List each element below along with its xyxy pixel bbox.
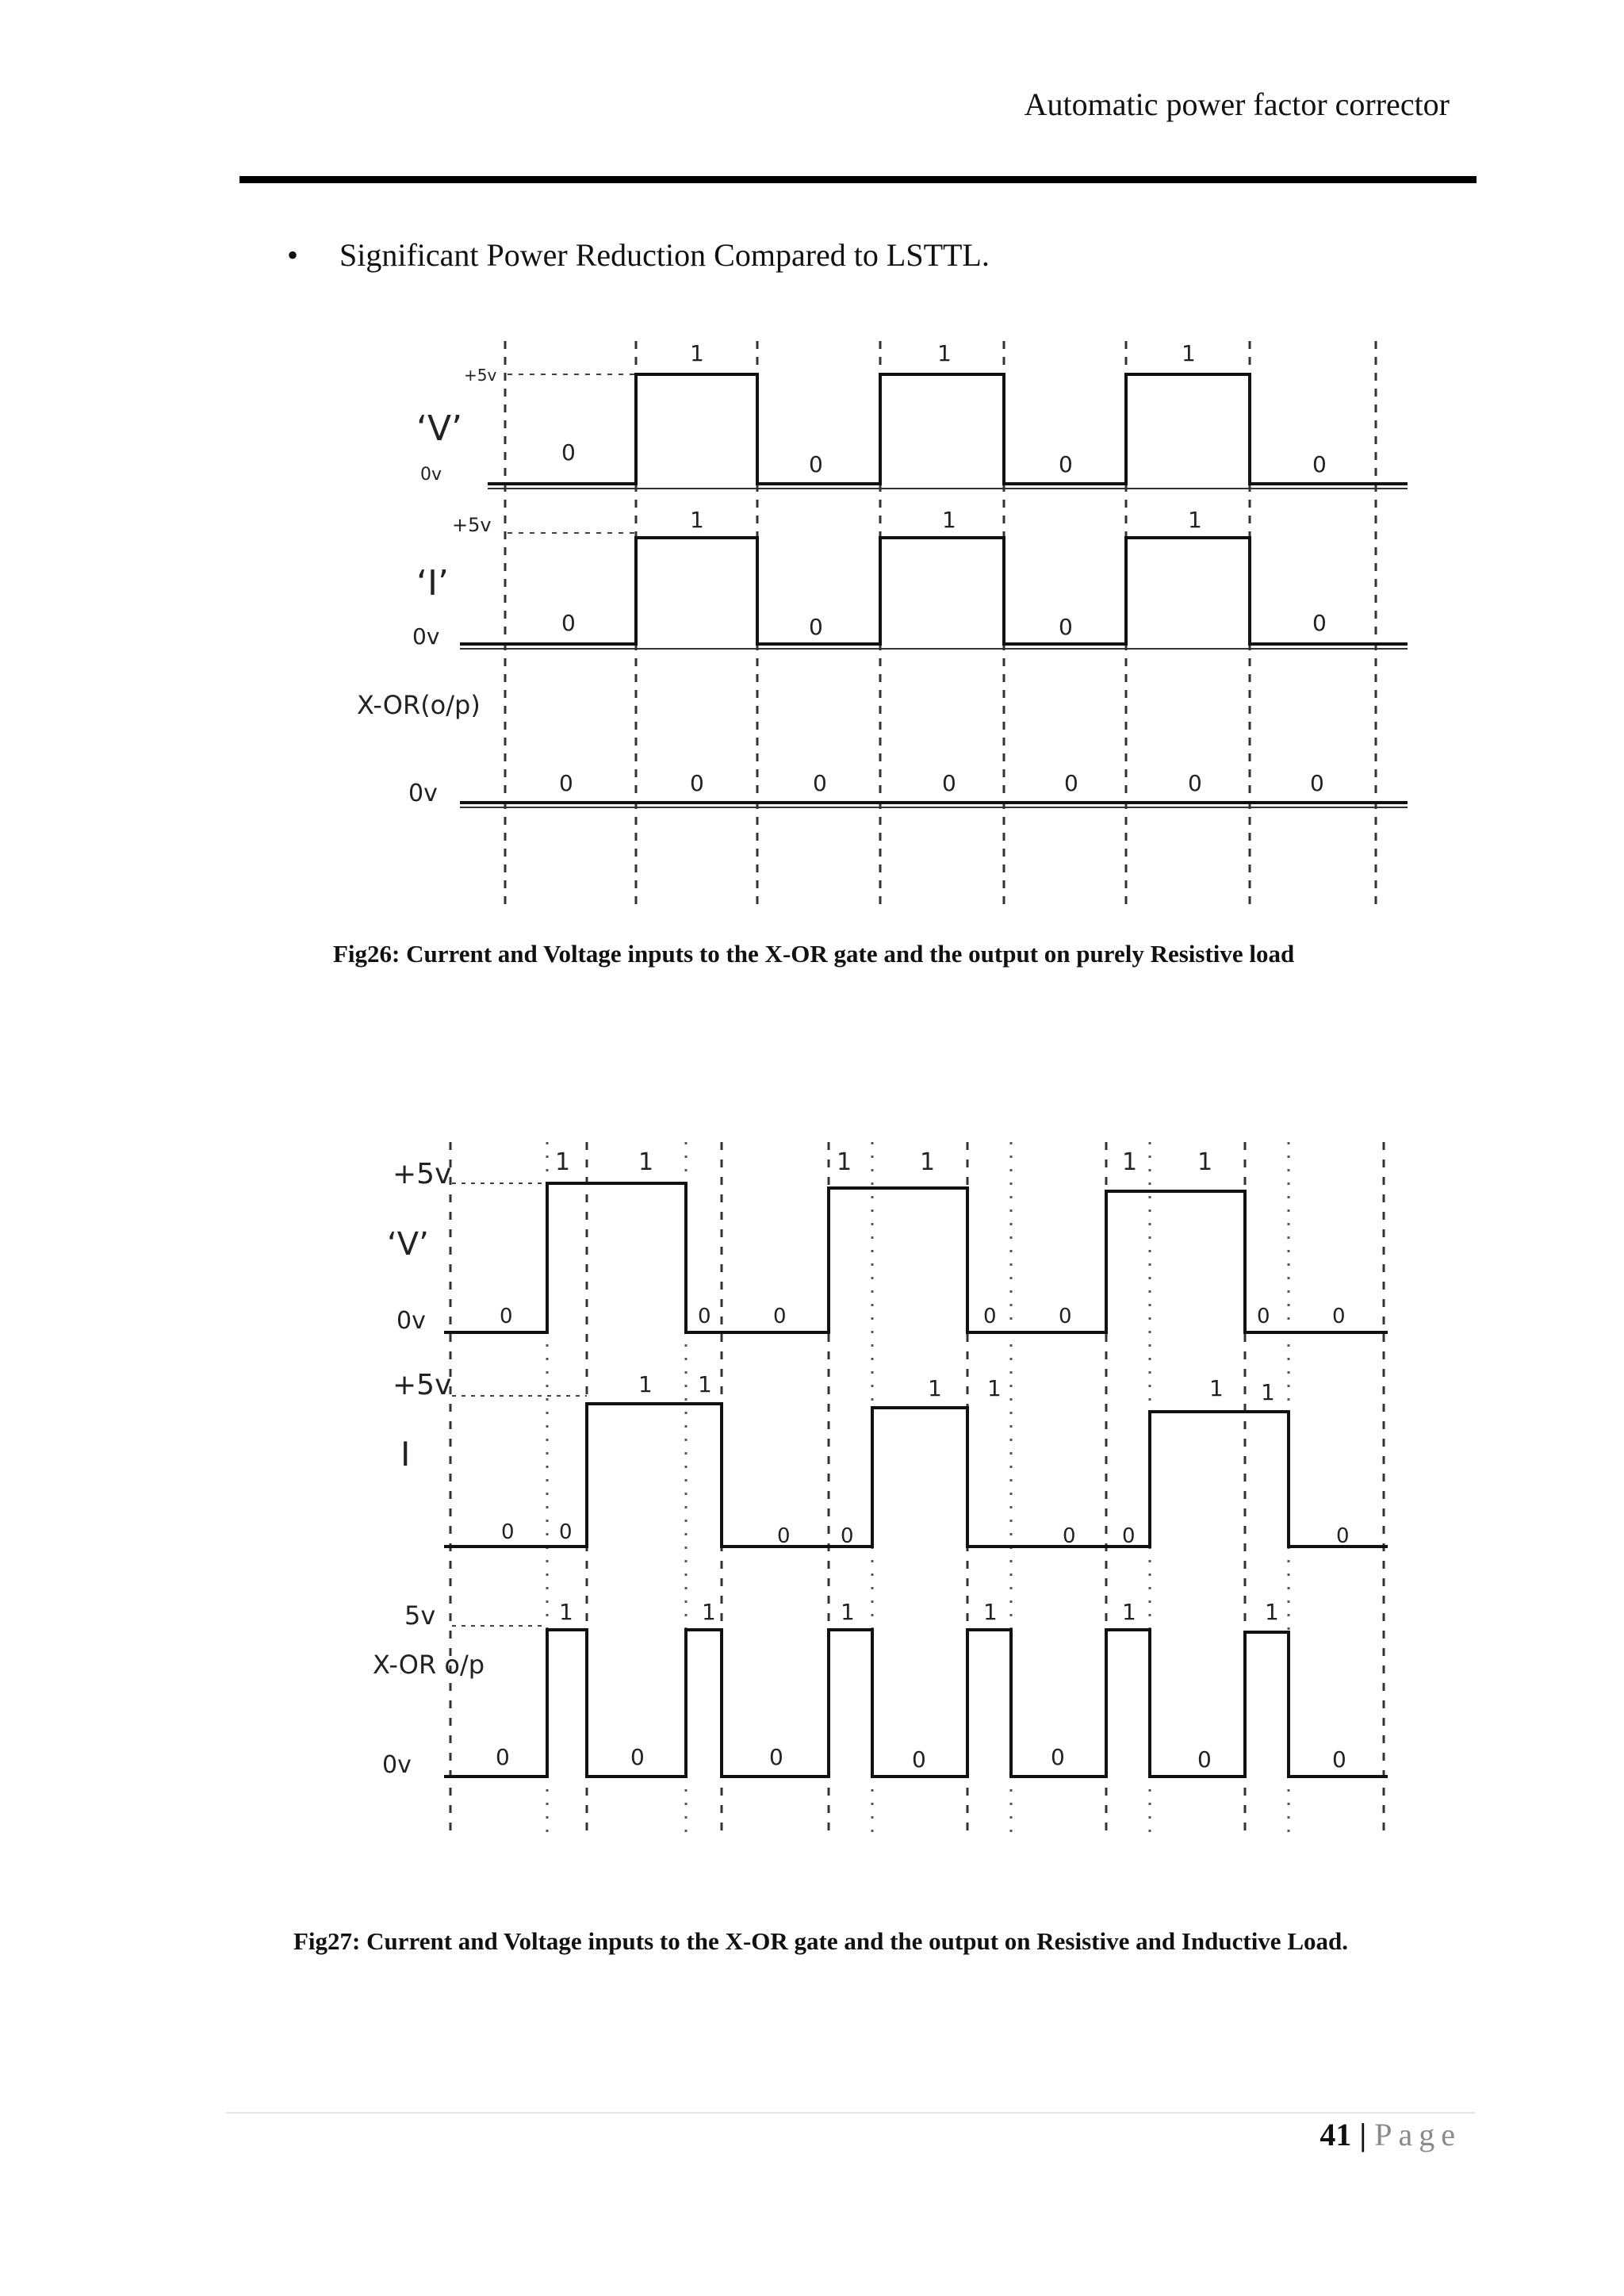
v-state-label: 1 [920, 1148, 936, 1176]
v-state-label: 0 [773, 1305, 787, 1328]
v-state-label: 0 [983, 1305, 997, 1328]
i-state-label: 0 [1336, 1524, 1350, 1548]
xor-high-label: 5v [404, 1600, 436, 1631]
xor-state-label: 1 [559, 1599, 573, 1625]
i-state-label: 1 [928, 1375, 942, 1401]
xor-state-label: 1 [702, 1599, 716, 1625]
i-state-label: 0 [809, 614, 823, 640]
xor-state-label: 1 [983, 1599, 998, 1625]
v-state-label: 0 [1059, 1305, 1072, 1328]
v-state-label: 1 [1197, 1148, 1213, 1176]
figure-27-timing-diagram [365, 1134, 1396, 1848]
xor-state-label: 0 [690, 770, 704, 796]
v-state-label: 1 [638, 1148, 654, 1176]
xor-state-label: 0 [1197, 1746, 1212, 1773]
v-state-label: 0 [1059, 451, 1073, 477]
xor-state-label: 0 [769, 1744, 783, 1770]
i-waveform [460, 538, 1408, 644]
xor-state-label: 1 [1265, 1599, 1279, 1625]
xor-state-label: 0 [1188, 770, 1202, 796]
running-header-title: Automatic power factor corrector [1024, 86, 1450, 122]
i-state-label: 0 [777, 1524, 791, 1548]
page-word: Page [1374, 2117, 1461, 2152]
i-state-label: 1 [1261, 1379, 1275, 1405]
xor-low-label: 0v [408, 780, 438, 807]
v-low-label: 0v [420, 465, 442, 485]
i-state-label: 1 [942, 507, 956, 533]
v-state-label: 1 [1182, 340, 1196, 366]
page-number-value: 41 [1320, 2117, 1352, 2152]
v-state-label: 0 [1312, 451, 1327, 477]
i-state-label: 1 [1188, 507, 1202, 533]
v-high-label: +5v [464, 366, 497, 385]
xor-state-label: 1 [1122, 1599, 1136, 1625]
bullet-point: • [287, 237, 299, 273]
i-state-label: 0 [561, 610, 576, 636]
xor-state-label: 0 [1064, 770, 1078, 796]
v-state-label: 0 [1332, 1305, 1346, 1328]
i-state-label: 0 [501, 1520, 515, 1544]
i-low-label: 0v [412, 623, 440, 650]
i-state-label: 1 [698, 1371, 712, 1397]
v-state-label: 1 [937, 340, 952, 366]
i-state-label: 1 [690, 507, 704, 533]
i-state-label: 0 [1059, 614, 1073, 640]
i-state-label: 1 [1209, 1375, 1224, 1401]
v-high-label: +5v [393, 1158, 452, 1190]
xor-state-label: 0 [559, 770, 573, 796]
xor-state-label: 0 [1051, 1744, 1065, 1770]
xor-state-label: 0 [942, 770, 956, 796]
xor-state-label: 0 [813, 770, 827, 796]
i-state-label: 1 [638, 1371, 653, 1397]
v-state-label: 1 [555, 1148, 571, 1176]
v-signal-name: ‘V’ [416, 408, 463, 449]
xor-signal-name: X-OR(o/p) [357, 690, 481, 720]
i-state-label: 0 [1063, 1524, 1076, 1548]
xor-state-label: 1 [841, 1599, 855, 1625]
i-state-label: 0 [841, 1524, 854, 1548]
i-state-label: 0 [559, 1520, 573, 1544]
v-waveform [444, 1183, 1388, 1332]
v-state-label: 0 [561, 439, 576, 466]
xor-state-label: 0 [1332, 1746, 1346, 1773]
i-state-label: 1 [987, 1375, 1002, 1401]
v-signal-name: ‘V’ [387, 1226, 429, 1263]
figure-27-svg [365, 1134, 1396, 1848]
xor-low-label: 0v [382, 1751, 412, 1779]
i-signal-name: I [400, 1435, 411, 1474]
v-state-label: 1 [1122, 1148, 1138, 1176]
i-high-label: +5v [393, 1369, 452, 1401]
bullet-text: Significant Power Reduction Compared to LSTTL. [339, 237, 990, 273]
v-waveform [488, 374, 1408, 484]
xor-state-label: 0 [912, 1746, 926, 1773]
page-number-separator: | [1359, 2117, 1367, 2152]
figure-26-caption: Fig26: Current and Voltage inputs to the X-OR gate and the output on purely Resistive load [333, 940, 1295, 968]
i-state-label: 0 [1312, 610, 1327, 636]
footer-rule [226, 2112, 1475, 2114]
v-state-label: 0 [809, 451, 823, 477]
v-low-label: 0v [396, 1307, 426, 1335]
i-signal-name: ‘I’ [416, 563, 449, 604]
figure-26-svg [341, 333, 1419, 912]
figure-26-timing-diagram [341, 333, 1419, 912]
figure-27-caption: Fig27: Current and Voltage inputs to the X-OR gate and the output on Resistive and Inductive Load. [293, 1927, 1348, 1955]
xor-state-label: 0 [496, 1744, 510, 1770]
xor-state-label: 0 [630, 1744, 645, 1770]
page-number [1320, 2116, 1461, 2153]
v-state-label: 0 [500, 1305, 513, 1328]
xor-state-label: 0 [1310, 770, 1324, 796]
header-rule [239, 176, 1477, 183]
xor-signal-name: X-OR o/p [373, 1650, 485, 1680]
i-high-label: +5v [452, 514, 492, 536]
v-state-label: 0 [1257, 1305, 1270, 1328]
i-state-label: 0 [1122, 1524, 1136, 1548]
v-state-label: 0 [698, 1305, 711, 1328]
v-state-label: 1 [837, 1148, 852, 1176]
v-state-label: 1 [690, 340, 704, 366]
